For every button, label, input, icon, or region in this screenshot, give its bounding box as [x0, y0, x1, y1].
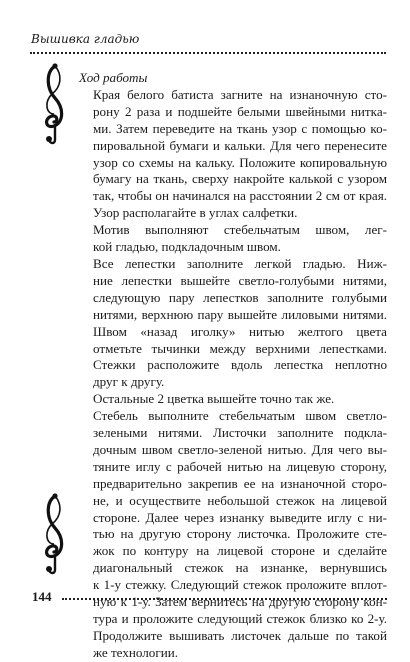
text-line: ную к 1-у. Затем вернитесь на другую сторону кон-	[93, 594, 387, 610]
text-line: тью на другую сторону листочка. Проложите сте-	[93, 526, 387, 542]
text-line: тура и проложите следующий стежок близко ко 2-у.	[93, 611, 387, 626]
paragraph	[79, 408, 387, 662]
text-line: стороне. Далее через изнанку выведите иглу с ни-	[93, 509, 387, 525]
treble-clef-ornament-icon	[40, 62, 70, 146]
text-line: не, и осуществите небольшой стежок на лицевой	[93, 492, 387, 508]
text-line: же технологии.	[93, 644, 178, 660]
section-heading: Ход работы	[79, 70, 148, 85]
text-line: Продолжите вышивать листочек дальше по такой	[93, 627, 387, 643]
text-line: диагональный стежок на изнанке, вернувшись	[93, 560, 387, 576]
paragraphs	[79, 87, 387, 662]
text-line: друг к другу.	[93, 374, 165, 390]
body-text	[79, 70, 387, 662]
text-line: Стежки расположите вдоль лепестка неплотно	[93, 357, 387, 373]
text-line: дочным швом светло-зеленой нитью. Для чего вы-	[93, 441, 387, 457]
text-line: зелеными нитями. Листочки заполните подкла-	[93, 425, 387, 441]
paragraph	[79, 391, 387, 408]
text-line: к 1-у стежку. Следующий стежок проложите вплот-	[93, 577, 387, 593]
paragraph	[79, 222, 387, 256]
page-number: 144	[32, 589, 52, 604]
text-line: Остальные 2 цветка вышейте точно так же.	[93, 391, 335, 407]
paragraph	[79, 87, 387, 222]
text-line: следующую пару лепестков заполните голубыми	[93, 289, 387, 305]
text-line: предварительно закрепив ее на изнаночной сторо-	[93, 475, 387, 491]
text-line: рону 2 раза и подшейте белыми швейными нитка-	[93, 103, 387, 119]
text-line: нитями, верхнюю пару вышейте лиловыми нитями.	[93, 306, 387, 322]
text-line: пировальной бумаги и кальки. Для чего перенесите	[93, 137, 387, 153]
text-line: Стебель выполните стебельчатым швом светло-	[93, 408, 387, 424]
footer-dotted-rule	[62, 598, 387, 600]
text-line: кой гладью, подкладочным швом.	[93, 239, 281, 255]
text-line: ми. Затем переведите на ткань узор с помощью ко-	[93, 120, 387, 136]
treble-clef-ornament-icon	[40, 492, 70, 576]
text-line: Швом «назад иголку» нитью желтого цвета	[93, 323, 387, 339]
text-line: так, чтобы он начинался на расстоянии 2 см от края.	[93, 188, 387, 204]
running-head: Вышивка гладью	[31, 32, 140, 46]
text-line: Мотив выполняют стебельчатым швом, лег-	[93, 222, 387, 238]
text-line: отметьте тычинки между верхними лепестками.	[93, 340, 387, 356]
paragraph	[79, 256, 387, 391]
text-line: тяните иглу с рабочей нитью на лицевую сторону,	[93, 458, 387, 474]
text-line: Узор располагайте в углах салфетки.	[93, 205, 298, 221]
text-line: Все лепестки заполните легкой гладью. Ниж-	[93, 255, 387, 271]
text-line: узор со схемы на кальку. Положите копировальную	[93, 154, 387, 170]
text-line: бумагу на ткань, сверху накройте калькой с узором	[93, 171, 387, 187]
text-line: Края белого батиста загните на изнаночную сто-	[93, 86, 387, 102]
header-dotted-rule	[30, 52, 386, 54]
text-line: жок по контуру на лицевой стороне и сделайте	[93, 543, 387, 559]
text-line: ние лепестки вышейте светло-голубыми нитями,	[93, 272, 387, 288]
